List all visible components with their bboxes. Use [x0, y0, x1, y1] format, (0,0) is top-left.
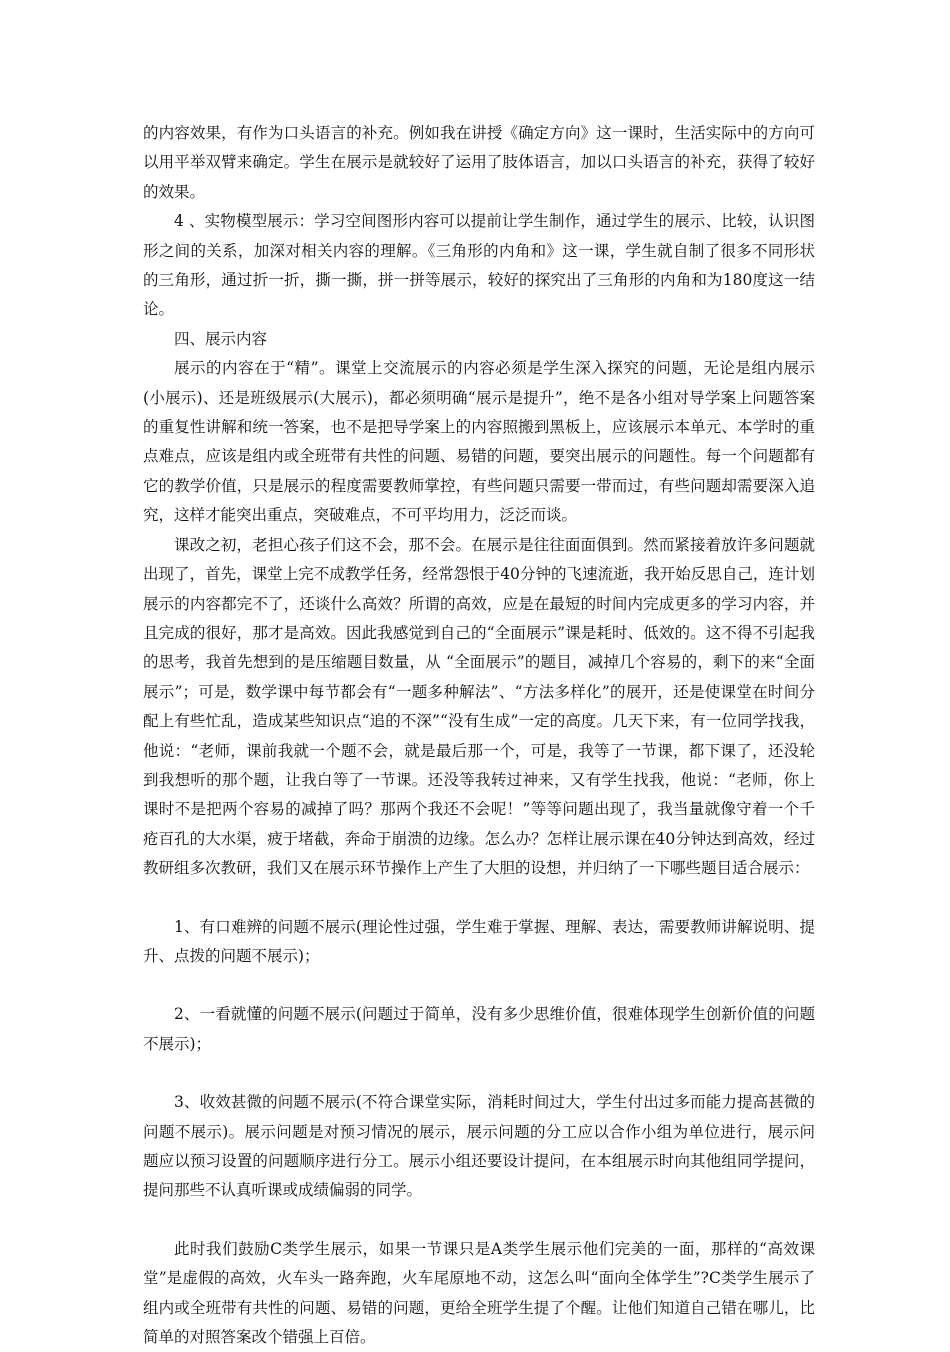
paragraph-display-content: 展示的内容在于“精”。课堂上交流展示的内容必须是学生深入探究的问题，无论是组内展示(小展示)、还是班级展示(大展示)，都必须明确“展示是提升”，绝不是各小组对导学案上问题答案的重复性讲解和统一答案，也不是把导学案上的内容照搬到黑板上，应该展示本单元、本学时的重点难点，应该是组内或全班带有共性的问题、易错的问题，要突出展示的问题性。每一个问题都有它的教学价值，只是展示的程度需要教师掌控，有些问题只需要一带而过，有些问题却需要深入追究，这样才能突出重点，突破难点，不可平均用力，泛泛而谈。 — [143, 359, 815, 525]
paragraph-encourage-c-students: 此时我们鼓励C类学生展示，如果一节课只是A类学生展示他们完美的一面，那样的“高效课堂”是虚假的高效，火车头一路奔跑，火车尾原地不动，这怎么叫“面向全体学生”?C类学生展示了组内或全班带有共性的问题、易错的问题，更给全班学生提了个醒。让他们知道自己错在哪儿，比简单的对照答案改个错强上百倍。 — [143, 1239, 815, 1347]
paragraph-physical-model-display: 4 、实物模型展示：学习空间图形内容可以提前让学生制作，通过学生的展示、比较，认识图形之间的关系，加深对相关内容的理解。《三角形的内角和》这一课，学生就自制了很多不同形状的三角形，通过折一折，撕一撕，拼一拼等展示，较好的探究出了三角形的内角和为180度这一结论。 — [143, 212, 815, 319]
document-body — [143, 119, 815, 1352]
paragraph-curriculum-reform: 课改之初，老担心孩子们这不会，那不会。在展示是往往面面俱到。然而紧接着放许多问题就出现了，首先，课堂上完不成教学任务，经常怨恨于40分钟的飞速流逝，我开始反思自己，连计划展示的内容都完不了，还谈什么高效？所谓的高效，应是在最短的时间内完成更多的学习内容，并且完成的很好，那才是高效。因此我感觉到自己的“全面展示”课是耗时、低效的。这不得不引起我的思考，我首先想到的是压缩题目数量，从 “全面展示”的题目，减掉几个容易的，剩下的来“全面展示”；可是，数学课中每节都会有“一题多种解法”、“方法多样化”的展开，还是使课堂在时间分配上有些忙乱，造成某些知识点“追的不深”“没有生成”一定的高度。几天下来，有一位同学找我，他说：“老师，课前我就一个题不会，就是最后那一个，可是，我等了一节课，都下课了，还没轮到我想听的那个题，让我白等了一节课。还没等我转过神来，又有学生找我，他说：“老师，你上课时不是把两个容易的减掉了吗？那两个我还不会呢！”等等问题出现了，我当量就像守着一个千疮百孔的大水渠，疲于堵截，奔命于崩溃的边缘。怎么办？怎样让展示课在40分钟达到高效，经过教研组多次教研，我们又在展示环节操作上产生了大胆的设想，并归纳了一下哪些题目适合展示： — [143, 535, 815, 878]
paragraph-continuation: 的内容效果，有作为口头语言的补充。例如我在讲授《确定方向》这一课时，生活实际中的方向可以用平举双臂来确定。学生在展示是就较好了运用了肢体语言，加以口头语言的补充，获得了较好的效果。 — [143, 124, 815, 201]
list-item-1: 1、有口难辨的问题不展示(理论性过强，学生难于掌握、理解、表达，需要教师讲解说明、提升、点拨的问题不展示)； — [143, 917, 815, 965]
list-item-3: 3、收效甚微的问题不展示(不符合课堂实际，消耗时间过大，学生付出过多而能力提高甚微的问题不展示)。展示问题是对预习情况的展示，展示问题的分工应以合作小组为单位进行，展示问题应以预习设置的问题顺序进行分工。展示小组还要设计提问，在本组展示时向其他组同学提问，提问那些不认真听课或成绩偏弱的同学。 — [143, 1093, 815, 1200]
section-heading-display-content: 四、展示内容 — [174, 329, 268, 348]
list-item-2: 2、一看就懂的问题不展示(问题过于简单，没有多少思维价值，很难体现学生创新价值的问题不展示)； — [143, 1005, 815, 1053]
